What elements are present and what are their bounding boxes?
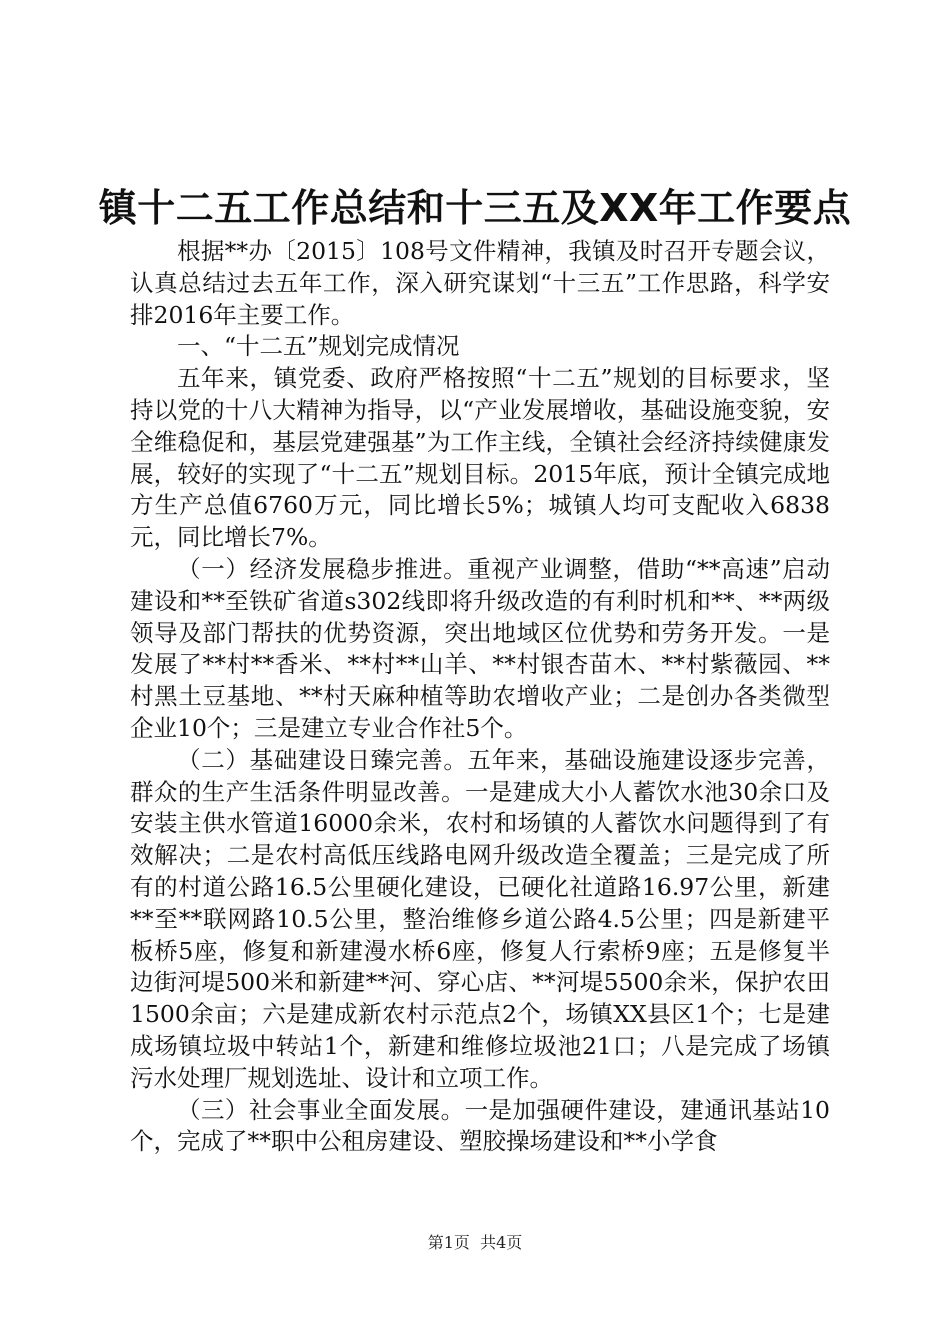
document-body xyxy=(130,236,830,1158)
page-total: 共4页 xyxy=(480,1233,523,1252)
paragraph-infrastructure: （二）基础建设日臻完善。五年来，基础设施建设逐步完善，群众的生产生活条件明显改善。一是建成大小人蓄饮水池30余口及安装主供水管道16000余米，农村和场镇的人蓄饮水问题得到了有效解决；二是农村高低压线路电网升级改造全覆盖；三是完成了所有的村道公路16.5公里硬化建设，已硬化社道路16.97公里，新建**至**联网路10.5公里，整治维修乡道公路4.5公里；四是新建平板桥5座，修复和新建漫水桥6座，修复人行索桥9座；五是修复半边街河堤500米和新建**河、穿心店、**河堤5500余米，保护农田1500余亩；六是建成新农村示范点2个，场镇XX县区1个；七是建成场镇垃圾中转站1个，新建和维修垃圾池21口；八是完成了场镇污水处理厂规划选址、设计和立项工作。 xyxy=(130,745,830,1092)
paragraph-intro: 根据**办〔2015〕108号文件精神，我镇及时召开专题会议，认真总结过去五年工作，深入研究谋划“十三五”工作思路，科学安排2016年主要工作。 xyxy=(130,237,830,329)
section-heading: 一、“十二五”规划完成情况 xyxy=(177,332,460,361)
paragraph-social: （三）社会事业全面发展。一是加强硬件建设，建通讯基站10个，完成了**职中公租房建设、塑胶操场建设和**小学食 xyxy=(130,1095,830,1156)
page-footer xyxy=(0,1232,950,1254)
document-title: 镇十二五工作总结和十三五及XX年工作要点 xyxy=(98,186,852,230)
paragraph-summary: 五年来，镇党委、政府严格按照“十二五”规划的目标要求，坚持以党的十八大精神为指导，以“产业发展增收，基础设施变貌，安全维稳促和，基层党建强基”为工作主线，全镇社会经济持续健康发展，较好的实现了“十二五”规划目标。2015年底，预计全镇完成地方生产总值6760万元，同比增长5%；城镇人均可支配收入6838元，同比增长7%。 xyxy=(130,364,830,552)
paragraph-economy: （一）经济发展稳步推进。重视产业调整，借助“**高速”启动建设和**至铁矿省道s302线即将升级改造的有利时机和**、**两级领导及部门帮扶的优势资源，突出地域区位优势和劳务开发。一是发展了**村**香米、**村**山羊、**村银杏苗木、**村紫薇园、**村黑土豆基地、**村天麻种植等助农增收产业；二是创办各类微型企业10个；三是建立专业合作社5个。 xyxy=(130,554,830,742)
page-number: 第1页 xyxy=(427,1233,470,1252)
